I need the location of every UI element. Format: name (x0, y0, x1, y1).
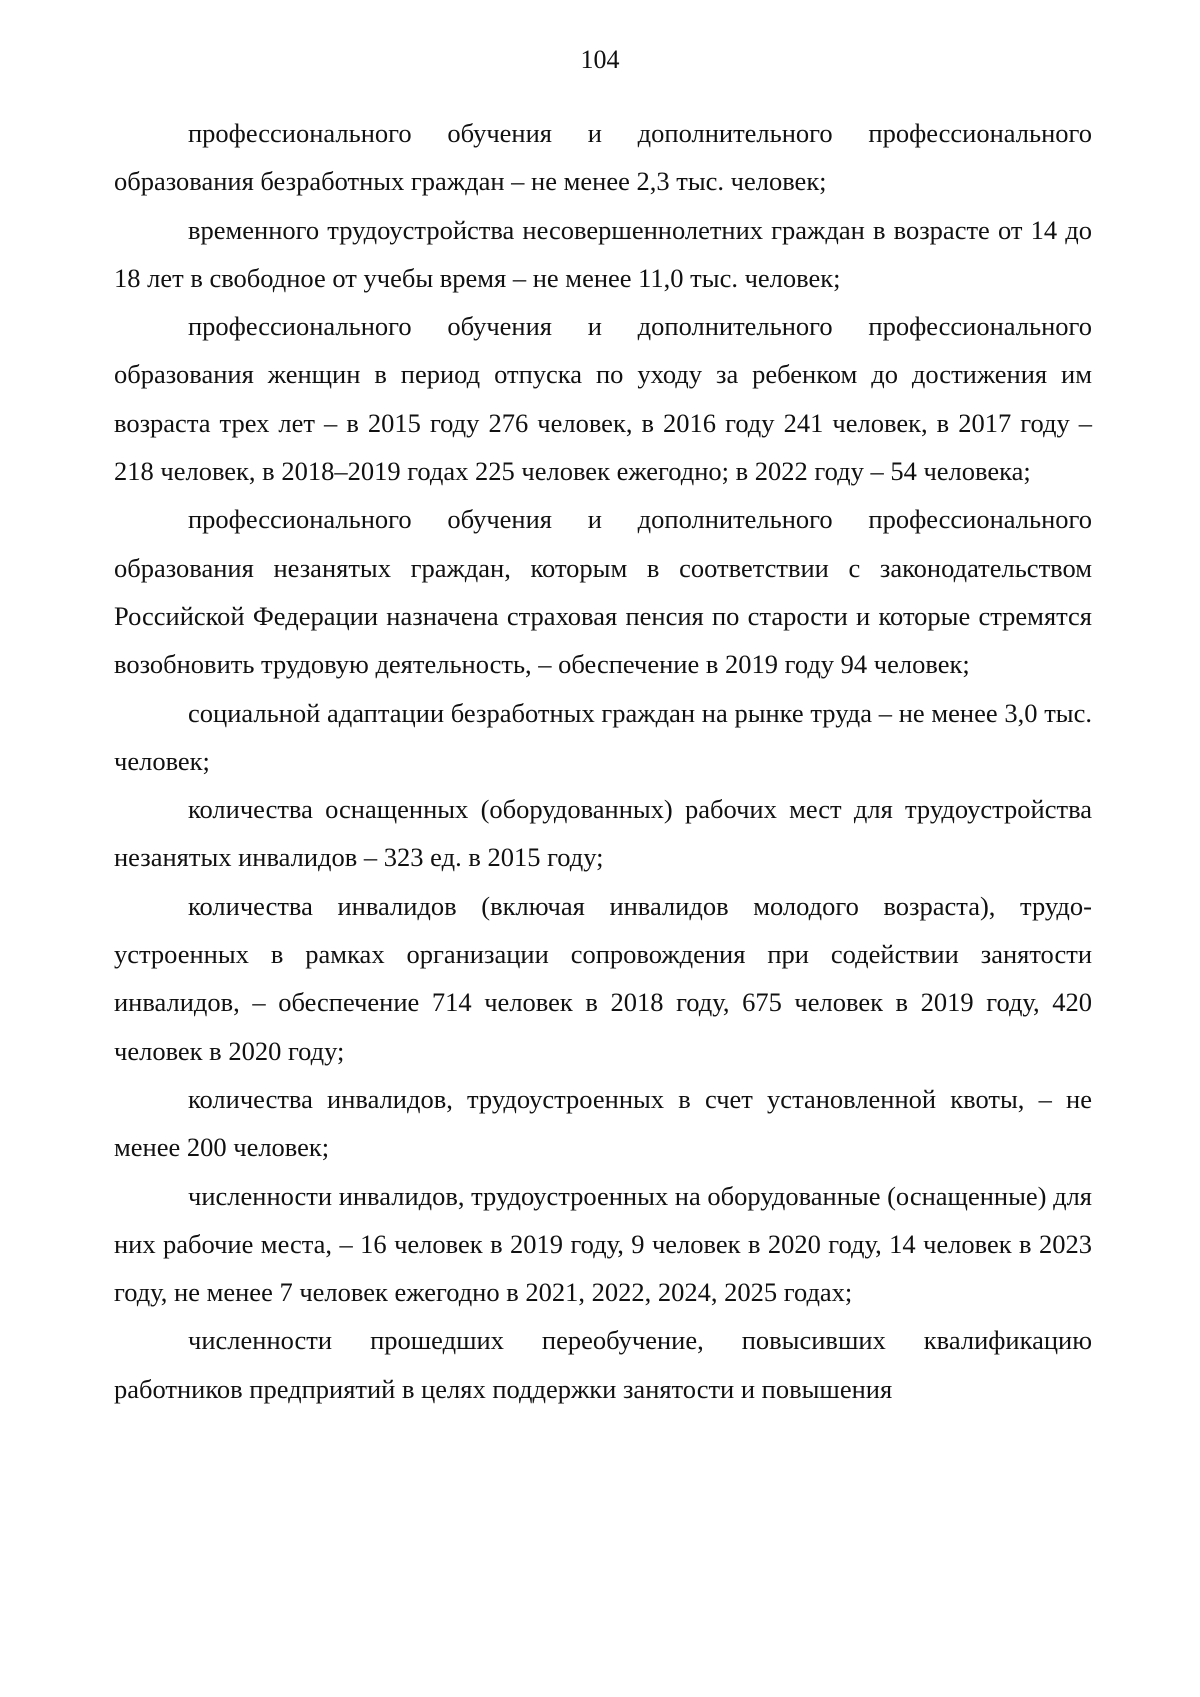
paragraph-9: численности инвалидов, трудоустроенных на оборудованные (оснащенные) для них рабочие места, – 16 человек в 2019 году, 9 человек в 2020 году, 14 человек в 2023 году, не менее 7 человек ежегодно в 2021, 2022, 2024, 2025 годах; (114, 1180, 1092, 1308)
paragraph-6: количества оснащенных (оборудованных) рабочих мест для трудоустройства незанятых инвалидов – 323 ед. в 2015 году; (114, 794, 1092, 873)
paragraph-1: профессионального обучения и дополнительного профессионального образования безработных граждан – не менее 2,3 тыс. человек; (114, 118, 1092, 197)
paragraph-4: профессионального обучения и дополнительного профессионального образования незанятых граждан, которым в соответствии с законодательством Российской Федерации назначена страховая пенсия по старости и которые стремятся возобновить трудовую деятельность, – обеспечение в 2019 году 94 человек; (114, 504, 1092, 680)
paragraph-3: профессионального обучения и дополнительного профессионального образования женщин в период отпуска по уходу за ребенком до достижения им возраста трех лет – в 2015 году 276 человек, в 2016 году 241 человек, в 2017 году – 218 человек, в 2018–2019 годах 225 человек ежегодно; в 2022 году – 54 человека; (114, 311, 1092, 487)
paragraph-7: количества инвалидов (включая инвалидов молодого возраста), трудоустроенных в рамках организации сопровождения при содействии занятости инвалидов, – обеспечение 714 человек в 2018 году, 675 человек в 2019 году, 420 человек в 2020 году; (114, 890, 1092, 1066)
paragraph-8: количества инвалидов, трудоустроенных в счет установленной квоты, – не менее 200 человек; (114, 1083, 1092, 1163)
body-text (114, 109, 1092, 1413)
paragraph-10: численности прошедших переобучение, повысивших квалификацию работников предприятий в целях поддержки занятости и повышения (114, 1325, 1092, 1404)
paragraph-5: социальной адаптации безработных граждан на рынке труда – не менее 3,0 тыс. человек; (114, 697, 1092, 776)
paragraph-2: временного трудоустройства несовершеннолетних граждан в возрасте от 14 до 18 лет в свободное от учебы время – не менее 11,0 тыс. человек; (114, 214, 1092, 293)
page-number: 104 (580, 45, 620, 74)
